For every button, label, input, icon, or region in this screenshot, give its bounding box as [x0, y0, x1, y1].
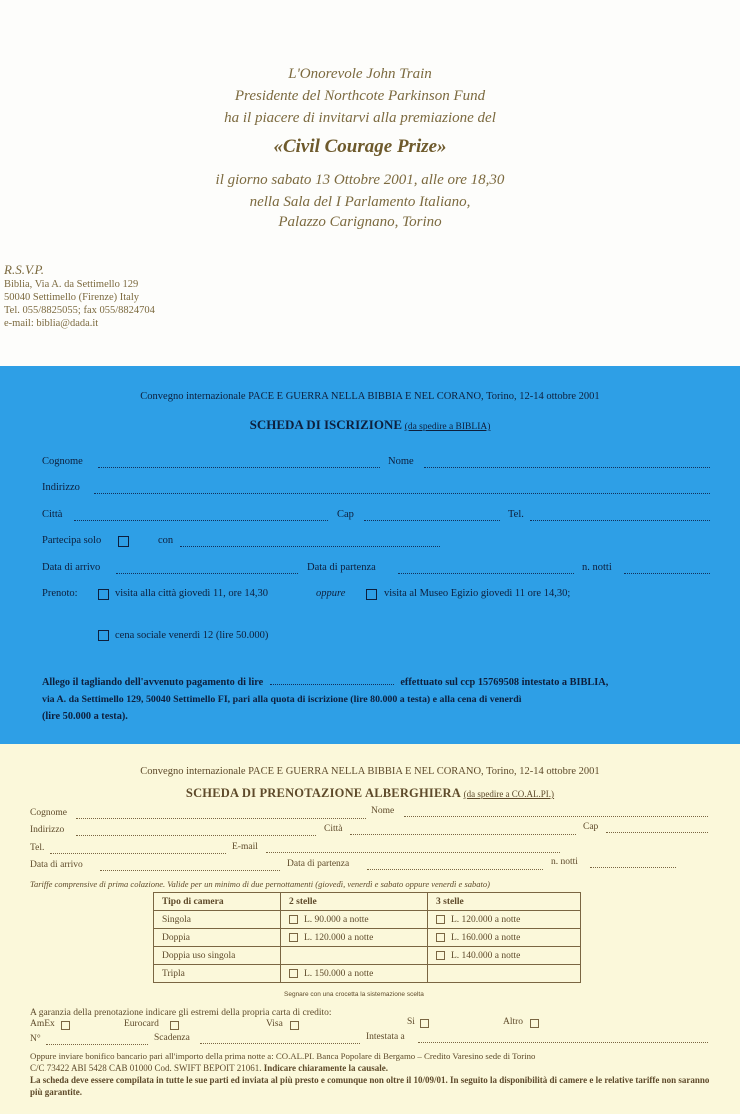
indirizzo-label: Indirizzo: [42, 482, 80, 493]
price-3-stars-cell[interactable]: [428, 947, 581, 965]
hotel-cognome-label: Cognome: [30, 808, 67, 818]
price-text: L. 120.000 a notte: [451, 914, 521, 925]
table-row: [154, 911, 581, 929]
room-checkbox[interactable]: [436, 933, 445, 942]
price-2-stars-cell: [281, 947, 428, 965]
card-altro-label: Altro: [503, 1017, 524, 1027]
price-text: L. 140.000 a notte: [451, 950, 521, 961]
room-type-cell: Singola: [154, 911, 281, 929]
citta-label: Città: [42, 509, 63, 520]
room-checkbox[interactable]: [436, 951, 445, 960]
table-footnote: Segnare con una crocetta la sistemazione scelta: [284, 991, 424, 998]
price-3-stars-cell: [428, 965, 581, 983]
price-text: L. 90.000 a notte: [304, 914, 369, 925]
bank-details: C/C 73422 ABI 5428 CAB 01000 Cod. SWIFT BEPOIT 21061.: [30, 1063, 262, 1073]
rooms-table: [153, 892, 581, 983]
hotel-email-label: E-mail: [232, 842, 258, 852]
citta-field[interactable]: [74, 520, 328, 521]
hotel-arrivo-field[interactable]: [100, 870, 280, 871]
registration-heading: [0, 417, 740, 433]
visita-museo-checkbox[interactable]: [366, 589, 377, 600]
hotel-heading: [0, 786, 740, 801]
payment-text-d: (lire 50.000 a testa).: [42, 711, 128, 722]
card-visa-checkbox[interactable]: [290, 1021, 299, 1030]
room-checkbox[interactable]: [436, 915, 445, 924]
hotel-cap-field[interactable]: [606, 832, 708, 833]
price-2-stars-cell[interactable]: [281, 965, 428, 983]
hotel-booking-form: [0, 744, 740, 1114]
rsvp-heading: R.S.V.P.: [4, 262, 44, 277]
hotel-indirizzo-label: Indirizzo: [30, 825, 65, 835]
visita-citta-label: visita alla città giovedì 11, ore 14,30: [115, 588, 268, 599]
card-holder-label: Intestata a: [366, 1032, 405, 1042]
tel-label: Tel.: [508, 509, 524, 520]
visita-museo-label: visita al Museo Egizio giovedì 11 ore 14,30;: [384, 588, 571, 599]
table-row: [154, 929, 581, 947]
cognome-label: Cognome: [42, 456, 83, 467]
price-text: L. 120.000 a notte: [304, 932, 374, 943]
prenoto-label: Prenoto:: [42, 588, 78, 599]
table-row: [154, 947, 581, 965]
card-altro-checkbox[interactable]: [530, 1019, 539, 1028]
hotel-title: SCHEDA DI PRENOTAZIONE ALBERGHIERA: [185, 786, 461, 800]
price-text: L. 160.000 a notte: [451, 932, 521, 943]
room-type-cell: Doppia: [154, 929, 281, 947]
hotel-send-to: (da spedire a CO.AL.PI.): [463, 789, 555, 799]
room-checkbox[interactable]: [289, 933, 298, 942]
card-eurocard-label: Eurocard: [124, 1019, 159, 1029]
indirizzo-field[interactable]: [94, 493, 710, 494]
header-room-type: Tipo di camera: [154, 893, 281, 911]
hotel-tel-label: Tel.: [30, 843, 45, 853]
card-number-label: N°: [30, 1034, 41, 1044]
hotel-citta-label: Città: [324, 824, 343, 834]
rsvp-phone: Tel. 055/8825055; fax 055/8824704: [4, 305, 155, 316]
partenza-field[interactable]: [398, 573, 574, 574]
hotel-cap-label: Cap: [583, 822, 599, 832]
cognome-field[interactable]: [98, 467, 380, 468]
rsvp-email: e-mail: biblia@dada.it: [4, 318, 99, 329]
payment-text-c: via A. da Settimello 129, 50040 Settimello FI, pari alla quota di iscrizione (lire 80.000 a testa) e alla cena di venerdì: [42, 694, 522, 705]
registration-conference: Convegno internazionale PACE E GUERRA NELLA BIBBIA E NEL CORANO, Torino, 12-14 ottobre 2001: [140, 391, 600, 402]
bank-transfer-line1: Oppure inviare bonifico bancario pari all'importo della prima notte a: CO.AL.PI. Banca Popolare di Bergamo – Credito Varesino sede di Torino: [30, 1051, 536, 1061]
payment-text-a: Allego il tagliando dell'avvenuto pagamento di lire: [42, 677, 264, 688]
cap-field[interactable]: [364, 520, 500, 521]
invitation-venue: nella Sala del I Parlamento Italiano,: [249, 194, 471, 210]
card-expiry-field[interactable]: [200, 1043, 360, 1044]
con-field[interactable]: [180, 546, 440, 547]
cena-checkbox[interactable]: [98, 630, 109, 641]
oppure-label: oppure: [316, 588, 346, 599]
card-si-checkbox[interactable]: [420, 1019, 429, 1028]
hotel-arrivo-label: Data di arrivo: [30, 860, 83, 870]
hotel-partenza-field[interactable]: [367, 869, 543, 870]
hotel-notti-field[interactable]: [590, 867, 676, 868]
price-2-stars-cell[interactable]: [281, 929, 428, 947]
hotel-nome-field[interactable]: [404, 816, 708, 817]
hotel-nome-label: Nome: [371, 806, 395, 816]
partecipa-label: Partecipa solo: [42, 535, 102, 546]
room-checkbox[interactable]: [289, 969, 298, 978]
garanzia-text: A garanzia della prenotazione indicare gli estremi della propria carta di credito:: [30, 1008, 332, 1018]
prize-title: «Civil Courage Prize»: [273, 136, 447, 157]
registration-form: [0, 366, 740, 744]
visita-citta-checkbox[interactable]: [98, 589, 109, 600]
card-si-label: Si: [407, 1017, 415, 1027]
bank-transfer-line2: [30, 1062, 710, 1074]
nome-label: Nome: [388, 456, 414, 467]
invitation-text: ha il piacere di invitarvi alla premiazione del: [224, 110, 496, 126]
card-amex-label: AmEx: [30, 1019, 55, 1029]
con-label: con: [158, 535, 174, 546]
partecipa-checkbox[interactable]: [118, 536, 129, 547]
hotel-partenza-label: Data di partenza: [287, 859, 350, 869]
tel-field[interactable]: [530, 520, 710, 521]
registration-send-to: (da spedire a BIBLIA): [404, 422, 491, 432]
nome-field[interactable]: [424, 467, 710, 468]
payment-text-b: effettuato sul ccp 15769508 intestato a BIBLIA,: [400, 677, 609, 688]
invitation-place: Palazzo Carignano, Torino: [278, 214, 442, 230]
hotel-conference: Convegno internazionale PACE E GUERRA NELLA BIBBIA E NEL CORANO, Torino, 12-14 ottobre 2001: [140, 766, 600, 777]
rsvp-city: 50040 Settimello (Firenze) Italy: [4, 292, 140, 303]
header-3-stars: 3 stelle: [428, 893, 581, 911]
price-3-stars-cell[interactable]: [428, 929, 581, 947]
hotel-citta-field[interactable]: [350, 834, 576, 835]
hotel-indirizzo-field[interactable]: [76, 835, 316, 836]
payment-paragraph: [42, 674, 712, 725]
card-holder-field[interactable]: [418, 1042, 708, 1043]
notti-label: n. notti: [582, 562, 612, 573]
invitation-host: L'Onorevole John Train: [288, 66, 432, 82]
invitation-date: il giorno sabato 13 Ottobre 2001, alle ore 18,30: [215, 172, 505, 188]
card-number-field[interactable]: [46, 1044, 148, 1045]
arrivo-field[interactable]: [116, 573, 298, 574]
room-type-cell: Tripla: [154, 965, 281, 983]
hotel-cognome-field[interactable]: [76, 818, 366, 819]
invitation-card: [0, 0, 740, 366]
table-row: [154, 965, 581, 983]
rsvp-address: Biblia, Via A. da Settimello 129: [4, 279, 139, 290]
bank-transfer-text: [30, 1050, 710, 1098]
table-header-row: [154, 893, 581, 911]
arrivo-label: Data di arrivo: [42, 562, 101, 573]
payment-amount-field[interactable]: [270, 684, 394, 685]
header-2-stars: 2 stelle: [281, 893, 428, 911]
card-visa-label: Visa: [266, 1019, 283, 1029]
card-amex-checkbox[interactable]: [61, 1021, 70, 1030]
room-type-cell: Doppia uso singola: [154, 947, 281, 965]
card-eurocard-checkbox[interactable]: [170, 1021, 179, 1030]
cena-label: cena sociale venerdì 12 (lire 50.000): [115, 630, 269, 641]
hotel-email-field[interactable]: [266, 852, 560, 853]
tariff-note: Tariffe comprensive di prima colazione. Valide per un minimo di due pernottamenti (giovedì, venerdì e sabato oppure venerdì e sabato): [30, 879, 490, 889]
hotel-notti-label: n. notti: [551, 857, 578, 867]
partenza-label: Data di partenza: [307, 562, 376, 573]
price-text: L. 150.000 a notte: [304, 968, 374, 979]
room-checkbox[interactable]: [289, 915, 298, 924]
price-3-stars-cell[interactable]: [428, 911, 581, 929]
notti-field[interactable]: [624, 573, 710, 574]
card-expiry-label: Scadenza: [154, 1033, 190, 1043]
causale-note: Indicare chiaramente la causale.: [263, 1063, 389, 1073]
registration-title: SCHEDA DI ISCRIZIONE: [249, 417, 403, 432]
cap-label: Cap: [337, 509, 354, 520]
hotel-tel-field[interactable]: [50, 853, 226, 854]
price-2-stars-cell[interactable]: [281, 911, 428, 929]
invitation-host-role: Presidente del Northcote Parkinson Fund: [234, 88, 486, 104]
deadline-note: La scheda deve essere compilata in tutte le sue parti ed inviata al più presto e comunque non oltre il 10/09/01. In seguito la disponibilità di camere e le relative tariffe non saranno più garantite.: [30, 1075, 710, 1097]
